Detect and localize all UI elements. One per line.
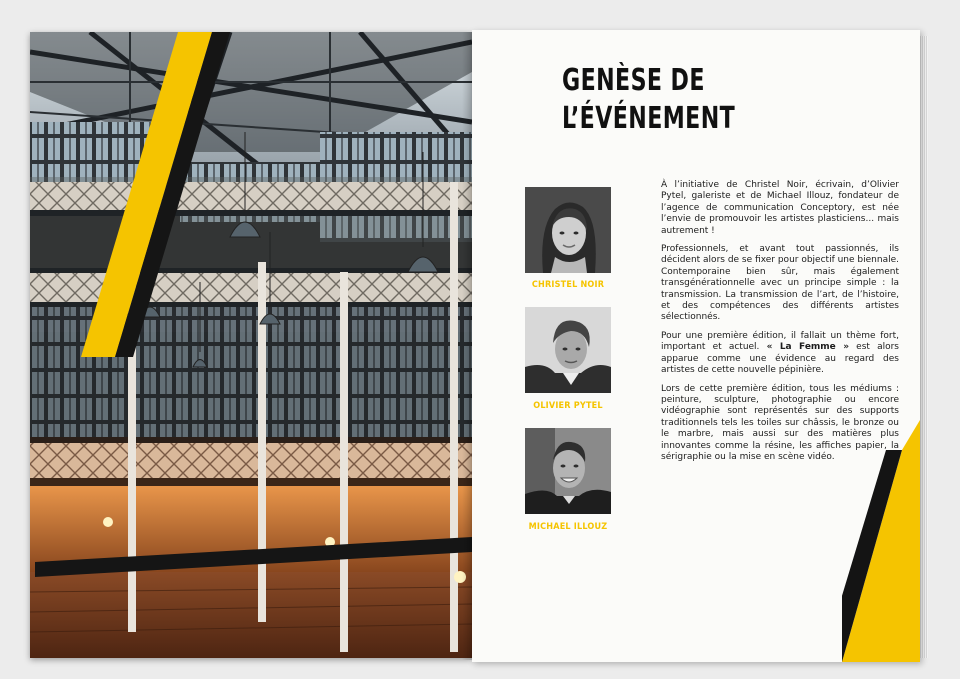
paragraph-4: Lors de cette première édition, tous les médiums : peinture, sculpture, photographie ou encore vidéographie sont représentés sur des supports traditionnels tels les toiles sur châssis, le bronze ou le marbre, mais aussi sur des matières plus innovantes comme la résine, les affiches papier, la sérigraphie ou la mise en scène vidéo. <box>661 383 899 462</box>
text-page <box>472 30 920 662</box>
page-title <box>562 62 735 138</box>
paragraph-2: Professionnels, et avant tout passionnés, ils décident alors de se fixer pour objectif une biennale. Contemporaine bien sûr, mais également transgénérationnelle avec un principe simple : la transmission. La transmission de l’art, de l’histoire, et des compétences des différents artistes sélectionnés. <box>661 244 899 323</box>
caption-michael-illouz: MICHAEL ILLOUZ <box>528 522 608 532</box>
portrait-michael-illouz <box>525 428 611 514</box>
portrait-christel-noir <box>525 187 611 273</box>
caption-olivier-pytel: OLIVIER PYTEL <box>533 401 603 411</box>
man-portrait-photo <box>525 307 611 393</box>
industrial-hall-photo <box>30 32 472 658</box>
paragraph-1: À l’initiative de Christel Noir, écrivain, d’Olivier Pytel, galeriste et de Michael Illouz, fondateur de l’agence de communication Conceptory, est née l’envie de promouvoir les artistes plasticiens... mais autrement ! <box>661 180 899 236</box>
decorative-diagonal-stripes <box>842 420 920 662</box>
man-smiling-portrait-photo <box>525 428 611 514</box>
paragraph-3-start: Pour une première édition, il fallait un thème fort, important et actuel. <box>661 330 899 353</box>
theme-emphasis: « La Femme » <box>766 342 850 353</box>
paragraph-3-end: est alors apparue comme une évidence au regard des artistes de cette nouvelle pépinière. <box>661 342 899 376</box>
title-line-2: L’ÉVÉNEMENT <box>562 101 736 136</box>
hall-photo-page <box>30 32 472 658</box>
paragraph-3 <box>661 331 899 377</box>
portrait-olivier-pytel <box>525 307 611 393</box>
caption-christel-noir: CHRISTEL NOIR <box>531 280 605 290</box>
title-line-1: GENÈSE DE <box>562 63 705 98</box>
woman-portrait-photo <box>525 187 611 273</box>
